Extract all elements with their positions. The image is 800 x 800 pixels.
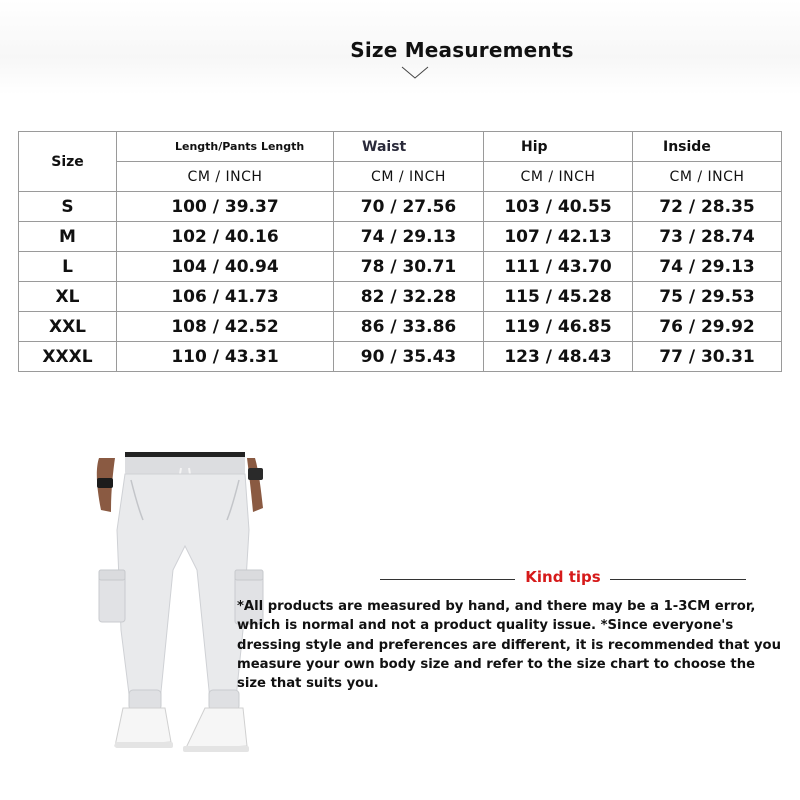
kind-tips-title: Kind tips (525, 568, 601, 586)
right-shoe (185, 708, 247, 750)
column-header-hip: Hip (484, 132, 633, 162)
inside-cell: 77 / 30.31 (633, 342, 782, 372)
size-cell: S (19, 192, 117, 222)
chevron-down-icon (401, 65, 431, 81)
right-cuff (209, 690, 239, 710)
inside-cell: 73 / 28.74 (633, 222, 782, 252)
table-row (19, 222, 782, 252)
waist-cell: 82 / 32.28 (334, 282, 484, 312)
hip-cell: 107 / 42.13 (484, 222, 633, 252)
length-cell: 106 / 41.73 (117, 282, 334, 312)
size-cell: M (19, 222, 117, 252)
divider (610, 579, 746, 580)
left-cargo-pocket (99, 576, 125, 622)
pants-body (117, 474, 249, 712)
right-arm (247, 458, 263, 512)
size-cell: XXL (19, 312, 117, 342)
kind-tips-heading (380, 568, 746, 588)
size-cell: XL (19, 282, 117, 312)
inside-cell: 74 / 29.13 (633, 252, 782, 282)
waist-cell: 90 / 35.43 (334, 342, 484, 372)
size-header: Size (19, 132, 117, 192)
unit-label: CM / INCH (117, 162, 334, 192)
kind-tips-text: *All products are measured by hand, and there may be a 1-3CM error, which is normal and not a product quality issue. *Since everyone's dressing style and preferences are different, it is recommended that you measure your own body size and refer to the size chart to choose the size that suits you. (237, 599, 781, 692)
inside-cell: 76 / 29.92 (633, 312, 782, 342)
table-row (19, 342, 782, 372)
hip-cell: 103 / 40.55 (484, 192, 633, 222)
inside-cell: 75 / 29.53 (633, 282, 782, 312)
waist-cell: 86 / 33.86 (334, 312, 484, 342)
length-cell: 100 / 39.37 (117, 192, 334, 222)
wristband-icon (97, 478, 113, 488)
waist-cell: 78 / 30.71 (334, 252, 484, 282)
hip-cell: 123 / 48.43 (484, 342, 633, 372)
waist-cell: 74 / 29.13 (334, 222, 484, 252)
size-cell: XXXL (19, 342, 117, 372)
inside-cell: 72 / 28.35 (633, 192, 782, 222)
page-title: Size Measurements (350, 38, 574, 62)
waist-cell: 70 / 27.56 (334, 192, 484, 222)
column-header-waist: Waist (334, 132, 484, 162)
length-cell: 102 / 40.16 (117, 222, 334, 252)
table-row (19, 282, 782, 312)
unit-label: CM / INCH (633, 162, 782, 192)
hip-cell: 111 / 43.70 (484, 252, 633, 282)
length-cell: 104 / 40.94 (117, 252, 334, 282)
unit-label: CM / INCH (484, 162, 633, 192)
table-row (19, 252, 782, 282)
length-cell: 110 / 43.31 (117, 342, 334, 372)
watch-icon (248, 468, 263, 480)
column-header-inside: Inside (633, 132, 782, 162)
table-header-row (19, 132, 782, 162)
column-header-length: Length/Pants Length (117, 132, 334, 162)
hip-cell: 115 / 45.28 (484, 282, 633, 312)
size-cell: L (19, 252, 117, 282)
underwear-band (125, 452, 245, 457)
table-row (19, 312, 782, 342)
left-cuff (129, 690, 161, 710)
header (0, 38, 800, 62)
size-table (18, 131, 782, 372)
table-row (19, 192, 782, 222)
unit-label: CM / INCH (334, 162, 484, 192)
table-unit-row (19, 162, 782, 192)
left-shoe (115, 708, 171, 746)
hip-cell: 119 / 46.85 (484, 312, 633, 342)
length-cell: 108 / 42.52 (117, 312, 334, 342)
